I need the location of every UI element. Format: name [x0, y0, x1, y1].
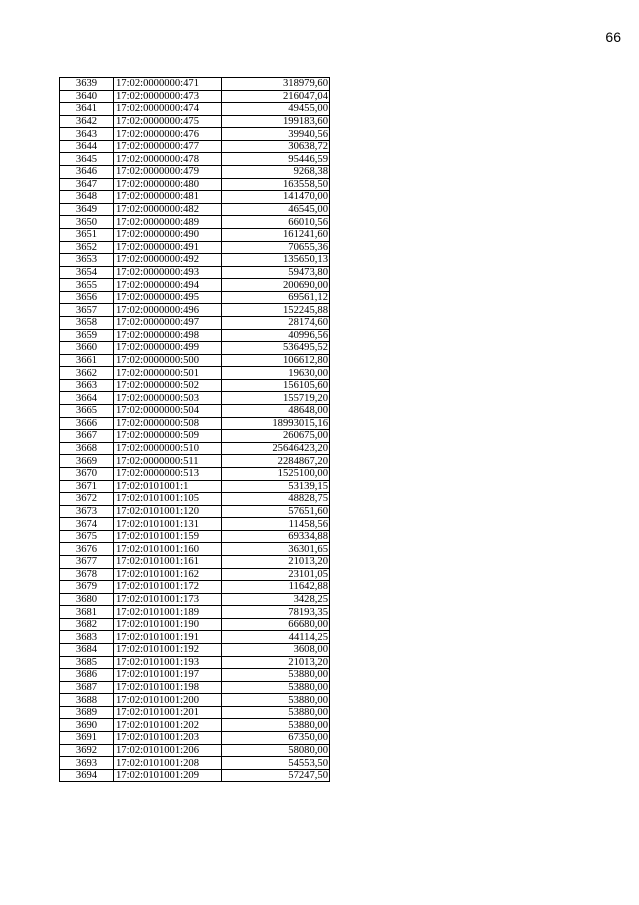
value-cell: 59473,80	[222, 266, 330, 279]
table-row	[60, 681, 330, 694]
value-cell: 53139,15	[222, 480, 330, 493]
table-row	[60, 581, 330, 594]
row-number-cell: 3687	[60, 681, 114, 694]
row-number-cell: 3672	[60, 493, 114, 506]
value-cell: 135650,13	[222, 254, 330, 267]
row-number-cell: 3642	[60, 115, 114, 128]
row-number-cell: 3679	[60, 581, 114, 594]
cadastral-number-cell: 17:02:0000000:510	[114, 442, 222, 455]
row-number-cell: 3659	[60, 329, 114, 342]
value-cell: 28174,60	[222, 316, 330, 329]
table-row	[60, 304, 330, 317]
cadastral-number-cell: 17:02:0101001:202	[114, 719, 222, 732]
table-row	[60, 203, 330, 216]
cadastral-number-cell: 17:02:0000000:509	[114, 430, 222, 443]
table-row	[60, 241, 330, 254]
cadastral-number-cell: 17:02:0101001:201	[114, 706, 222, 719]
value-cell: 11642,88	[222, 581, 330, 594]
table-row	[60, 568, 330, 581]
row-number-cell: 3670	[60, 467, 114, 480]
value-cell: 21013,20	[222, 656, 330, 669]
row-number-cell: 3669	[60, 455, 114, 468]
table-body	[60, 78, 330, 782]
value-cell: 3608,00	[222, 644, 330, 657]
value-cell: 40996,56	[222, 329, 330, 342]
table-row	[60, 732, 330, 745]
table-row	[60, 694, 330, 707]
cadastral-number-cell: 17:02:0101001:190	[114, 618, 222, 631]
row-number-cell: 3649	[60, 203, 114, 216]
row-number-cell: 3681	[60, 606, 114, 619]
cadastral-number-cell: 17:02:0000000:489	[114, 216, 222, 229]
row-number-cell: 3694	[60, 769, 114, 782]
value-cell: 57651,60	[222, 505, 330, 518]
table-row	[60, 379, 330, 392]
table-row	[60, 656, 330, 669]
table-row	[60, 455, 330, 468]
cadastral-number-cell: 17:02:0000000:494	[114, 279, 222, 292]
row-number-cell: 3678	[60, 568, 114, 581]
cadastral-number-cell: 17:02:0101001:197	[114, 669, 222, 682]
table-row	[60, 228, 330, 241]
table-row	[60, 128, 330, 141]
cadastral-number-cell: 17:02:0000000:495	[114, 291, 222, 304]
value-cell: 58080,00	[222, 744, 330, 757]
row-number-cell: 3675	[60, 530, 114, 543]
cadastral-number-cell: 17:02:0101001:161	[114, 555, 222, 568]
value-cell: 536495,52	[222, 342, 330, 355]
cadastral-number-cell: 17:02:0000000:478	[114, 153, 222, 166]
table-row	[60, 757, 330, 770]
row-number-cell: 3684	[60, 644, 114, 657]
table-row	[60, 442, 330, 455]
cadastral-number-cell: 17:02:0000000:497	[114, 316, 222, 329]
row-number-cell: 3673	[60, 505, 114, 518]
value-cell: 57247,50	[222, 769, 330, 782]
row-number-cell: 3660	[60, 342, 114, 355]
cadastral-number-cell: 17:02:0000000:474	[114, 103, 222, 116]
table-row	[60, 342, 330, 355]
row-number-cell: 3682	[60, 618, 114, 631]
value-cell: 39940,56	[222, 128, 330, 141]
row-number-cell: 3646	[60, 166, 114, 179]
row-number-cell: 3677	[60, 555, 114, 568]
cadastral-number-cell: 17:02:0101001:162	[114, 568, 222, 581]
row-number-cell: 3690	[60, 719, 114, 732]
row-number-cell: 3666	[60, 417, 114, 430]
cadastral-number-cell: 17:02:0000000:475	[114, 115, 222, 128]
row-number-cell: 3689	[60, 706, 114, 719]
value-cell: 30638,72	[222, 140, 330, 153]
row-number-cell: 3671	[60, 480, 114, 493]
cadastral-number-cell: 17:02:0000000:473	[114, 90, 222, 103]
table-row	[60, 606, 330, 619]
table-row	[60, 593, 330, 606]
table-row	[60, 78, 330, 91]
table-row	[60, 505, 330, 518]
table-row	[60, 291, 330, 304]
value-cell: 9268,38	[222, 166, 330, 179]
cadastral-number-cell: 17:02:0101001:173	[114, 593, 222, 606]
value-cell: 69334,88	[222, 530, 330, 543]
row-number-cell: 3645	[60, 153, 114, 166]
cadastral-number-cell: 17:02:0000000:492	[114, 254, 222, 267]
value-cell: 53880,00	[222, 669, 330, 682]
table-row	[60, 103, 330, 116]
value-cell: 318979,60	[222, 78, 330, 91]
table-row	[60, 518, 330, 531]
cadastral-number-cell: 17:02:0000000:511	[114, 455, 222, 468]
table-row	[60, 367, 330, 380]
cadastral-number-cell: 17:02:0101001:189	[114, 606, 222, 619]
value-cell: 36301,65	[222, 543, 330, 556]
cadastral-number-cell: 17:02:0101001:209	[114, 769, 222, 782]
cadastral-number-cell: 17:02:0000000:491	[114, 241, 222, 254]
row-number-cell: 3651	[60, 228, 114, 241]
table-row	[60, 266, 330, 279]
table-row	[60, 279, 330, 292]
cadastral-number-cell: 17:02:0101001:198	[114, 681, 222, 694]
value-cell: 23101,05	[222, 568, 330, 581]
cadastral-number-cell: 17:02:0101001:1	[114, 480, 222, 493]
cadastral-number-cell: 17:02:0101001:206	[114, 744, 222, 757]
cadastral-number-cell: 17:02:0000000:481	[114, 191, 222, 204]
table-row	[60, 166, 330, 179]
value-cell: 156105,60	[222, 379, 330, 392]
row-number-cell: 3658	[60, 316, 114, 329]
table-row	[60, 480, 330, 493]
table-row	[60, 744, 330, 757]
cadastral-number-cell: 17:02:0000000:490	[114, 228, 222, 241]
row-number-cell: 3640	[60, 90, 114, 103]
cadastral-number-cell: 17:02:0101001:208	[114, 757, 222, 770]
row-number-cell: 3661	[60, 354, 114, 367]
value-cell: 216047,04	[222, 90, 330, 103]
value-cell: 141470,00	[222, 191, 330, 204]
value-cell: 19630,00	[222, 367, 330, 380]
row-number-cell: 3662	[60, 367, 114, 380]
table-row	[60, 644, 330, 657]
value-cell: 25646423,20	[222, 442, 330, 455]
row-number-cell: 3643	[60, 128, 114, 141]
table-row	[60, 216, 330, 229]
row-number-cell: 3648	[60, 191, 114, 204]
cadastral-number-cell: 17:02:0101001:172	[114, 581, 222, 594]
table-row	[60, 254, 330, 267]
cadastral-number-cell: 17:02:0101001:192	[114, 644, 222, 657]
row-number-cell: 3639	[60, 78, 114, 91]
cadastral-number-cell: 17:02:0000000:499	[114, 342, 222, 355]
value-cell: 48648,00	[222, 405, 330, 418]
table-row	[60, 769, 330, 782]
value-cell: 53880,00	[222, 706, 330, 719]
row-number-cell: 3683	[60, 631, 114, 644]
value-cell: 11458,56	[222, 518, 330, 531]
row-number-cell: 3641	[60, 103, 114, 116]
row-number-cell: 3653	[60, 254, 114, 267]
cadastral-number-cell: 17:02:0101001:159	[114, 530, 222, 543]
row-number-cell: 3676	[60, 543, 114, 556]
row-number-cell: 3685	[60, 656, 114, 669]
row-number-cell: 3644	[60, 140, 114, 153]
row-number-cell: 3667	[60, 430, 114, 443]
value-cell: 67350,00	[222, 732, 330, 745]
table-row	[60, 467, 330, 480]
table-row	[60, 191, 330, 204]
table-row	[60, 706, 330, 719]
cadastral-number-cell: 17:02:0000000:479	[114, 166, 222, 179]
row-number-cell: 3674	[60, 518, 114, 531]
row-number-cell: 3650	[60, 216, 114, 229]
cadastral-number-cell: 17:02:0000000:502	[114, 379, 222, 392]
value-cell: 69561,12	[222, 291, 330, 304]
table-row	[60, 543, 330, 556]
value-cell: 163558,50	[222, 178, 330, 191]
cadastral-number-cell: 17:02:0101001:105	[114, 493, 222, 506]
cadastral-number-cell: 17:02:0101001:120	[114, 505, 222, 518]
table-row	[60, 354, 330, 367]
value-cell: 53880,00	[222, 681, 330, 694]
value-cell: 66010,56	[222, 216, 330, 229]
cadastral-number-cell: 17:02:0000000:476	[114, 128, 222, 141]
value-cell: 106612,80	[222, 354, 330, 367]
page-number: 66	[605, 29, 621, 45]
row-number-cell: 3655	[60, 279, 114, 292]
row-number-cell: 3692	[60, 744, 114, 757]
value-cell: 155719,20	[222, 392, 330, 405]
table-row	[60, 430, 330, 443]
row-number-cell: 3693	[60, 757, 114, 770]
value-cell: 78193,35	[222, 606, 330, 619]
table-row	[60, 618, 330, 631]
cadastral-number-cell: 17:02:0000000:496	[114, 304, 222, 317]
row-number-cell: 3647	[60, 178, 114, 191]
value-cell: 260675,00	[222, 430, 330, 443]
row-number-cell: 3668	[60, 442, 114, 455]
table-row	[60, 140, 330, 153]
cadastral-number-cell: 17:02:0101001:193	[114, 656, 222, 669]
table-row	[60, 417, 330, 430]
table-row	[60, 115, 330, 128]
cadastral-number-cell: 17:02:0000000:493	[114, 266, 222, 279]
table-row	[60, 316, 330, 329]
value-cell: 3428,25	[222, 593, 330, 606]
row-number-cell: 3691	[60, 732, 114, 745]
value-cell: 161241,60	[222, 228, 330, 241]
value-cell: 1525100,00	[222, 467, 330, 480]
value-cell: 21013,20	[222, 555, 330, 568]
cadastral-number-cell: 17:02:0000000:477	[114, 140, 222, 153]
value-cell: 48828,75	[222, 493, 330, 506]
value-cell: 200690,00	[222, 279, 330, 292]
table-row	[60, 153, 330, 166]
row-number-cell: 3652	[60, 241, 114, 254]
row-number-cell: 3656	[60, 291, 114, 304]
row-number-cell: 3664	[60, 392, 114, 405]
cadastral-number-cell: 17:02:0101001:203	[114, 732, 222, 745]
value-cell: 54553,50	[222, 757, 330, 770]
table-row	[60, 493, 330, 506]
table-row	[60, 329, 330, 342]
cadastral-number-cell: 17:02:0101001:191	[114, 631, 222, 644]
value-cell: 152245,88	[222, 304, 330, 317]
value-cell: 18993015,16	[222, 417, 330, 430]
cadastral-number-cell: 17:02:0000000:471	[114, 78, 222, 91]
table-row	[60, 555, 330, 568]
value-cell: 44114,25	[222, 631, 330, 644]
cadastral-number-cell: 17:02:0000000:480	[114, 178, 222, 191]
table-row	[60, 719, 330, 732]
row-number-cell: 3657	[60, 304, 114, 317]
cadastral-number-cell: 17:02:0101001:200	[114, 694, 222, 707]
table-row	[60, 669, 330, 682]
value-cell: 53880,00	[222, 694, 330, 707]
cadastral-value-table	[59, 77, 330, 782]
value-cell: 46545,00	[222, 203, 330, 216]
table-row	[60, 178, 330, 191]
value-cell: 53880,00	[222, 719, 330, 732]
table-row	[60, 90, 330, 103]
value-cell: 2284867,20	[222, 455, 330, 468]
cadastral-number-cell: 17:02:0000000:508	[114, 417, 222, 430]
cadastral-number-cell: 17:02:0000000:501	[114, 367, 222, 380]
row-number-cell: 3688	[60, 694, 114, 707]
value-cell: 66680,00	[222, 618, 330, 631]
row-number-cell: 3654	[60, 266, 114, 279]
cadastral-number-cell: 17:02:0000000:513	[114, 467, 222, 480]
cadastral-number-cell: 17:02:0101001:131	[114, 518, 222, 531]
row-number-cell: 3665	[60, 405, 114, 418]
cadastral-number-cell: 17:02:0000000:482	[114, 203, 222, 216]
cadastral-number-cell: 17:02:0101001:160	[114, 543, 222, 556]
value-cell: 95446,59	[222, 153, 330, 166]
value-cell: 49455,00	[222, 103, 330, 116]
table-row	[60, 405, 330, 418]
table-row	[60, 530, 330, 543]
table-row	[60, 631, 330, 644]
value-cell: 70655,36	[222, 241, 330, 254]
cadastral-number-cell: 17:02:0000000:498	[114, 329, 222, 342]
cadastral-number-cell: 17:02:0000000:504	[114, 405, 222, 418]
table-row	[60, 392, 330, 405]
cadastral-number-cell: 17:02:0000000:503	[114, 392, 222, 405]
row-number-cell: 3686	[60, 669, 114, 682]
row-number-cell: 3663	[60, 379, 114, 392]
cadastral-number-cell: 17:02:0000000:500	[114, 354, 222, 367]
row-number-cell: 3680	[60, 593, 114, 606]
value-cell: 199183,60	[222, 115, 330, 128]
